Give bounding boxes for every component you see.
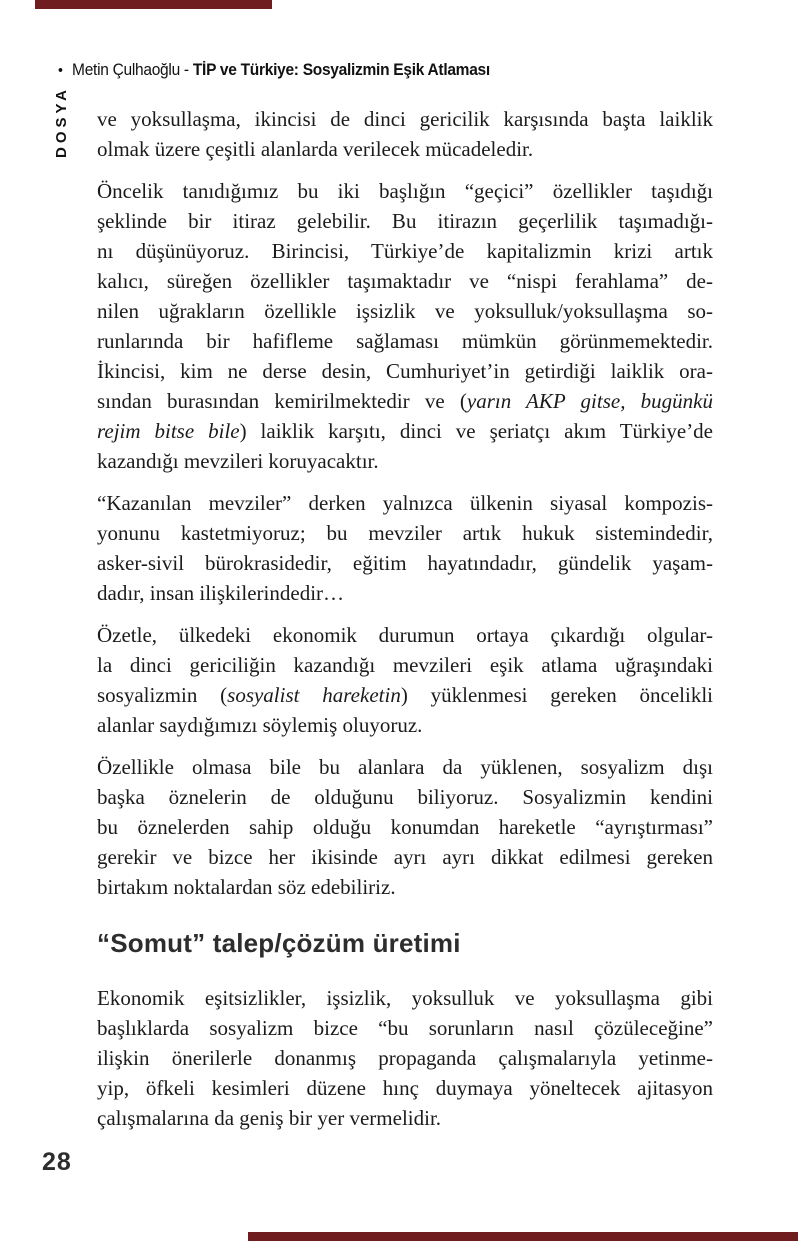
- article-body: [97, 104, 713, 1133]
- text-line: ilişkin önerilerle donanmış propaganda çalışmalarıyla yetinme-: [97, 1046, 713, 1070]
- text-line: yonunu kastetmiyoruz; bu mevziler artık hukuk sistemindedir,: [97, 521, 713, 545]
- text-line: Öncelik tanıdığımız bu iki başlığın “geçici” özellikler taşıdığı: [97, 179, 713, 203]
- running-header: [58, 61, 716, 80]
- text-line: rejim bitse bile) laiklik karşıtı, dinci ve şeriatçı akım Türkiye’de: [97, 419, 714, 443]
- text-line: İkincisi, kim ne derse desin, Cumhuriyet’in getirdiği laiklik ora-: [97, 359, 713, 383]
- header-book-title: TİP ve Türkiye: Sosyalizmin Eşik Atlaması: [192, 61, 490, 79]
- body-paragraph: [97, 608, 713, 740]
- text-line: gerekir ve bizce her ikisinde ayrı ayrı dikkat edilmesi gereken: [97, 845, 713, 869]
- text-line: kalıcı, süreğen özellikler taşımaktadır ve “nispi ferahlama” de-: [97, 269, 713, 293]
- text-line: asker-sivil bürokrasidedir, eğitim hayatındadır, gündelik yaşam-: [97, 551, 713, 575]
- body-paragraph: [97, 164, 713, 476]
- text-line: başka öznelerin de olduğunu biliyoruz. Sosyalizmin kendini: [97, 785, 713, 809]
- top-accent-bar: [35, 0, 272, 9]
- body-paragraph: [97, 476, 713, 608]
- text-line: alanlar saydığımızı söylemiş oluyoruz.: [97, 713, 423, 737]
- page-number: 28: [42, 1148, 72, 1176]
- text-line: nı düşünüyoruz. Birincisi, Türkiye’de kapitalizmin krizi artık: [97, 239, 713, 263]
- text-line: ve yoksullaşma, ikincisi de dinci gericilik karşısında başta laiklik: [97, 107, 713, 131]
- text-line: yip, öfkeli kesimleri düzene hınç duymaya yöneltecek ajitasyon: [97, 1076, 713, 1100]
- text-line: kazandığı mevzileri koruyacaktır.: [97, 449, 379, 473]
- text-line: dadır, insan ilişkilerindedir…: [97, 581, 345, 605]
- body-paragraph: [97, 740, 713, 902]
- body-paragraph: [97, 971, 713, 1133]
- text-line: nilen uğrakların özellikle işsizlik ve yoksulluk/yoksullaşma so-: [97, 299, 713, 323]
- section-label-dosya: DOSYA: [53, 86, 70, 158]
- text-line: Özellikle olmasa bile bu alanlara da yüklenen, sosyalizm dışı: [97, 755, 713, 779]
- text-line: birtakım noktalardan söz edebiliriz.: [97, 875, 396, 899]
- text-line: Ekonomik eşitsizlikler, işsizlik, yoksulluk ve yoksullaşma gibi: [97, 986, 713, 1010]
- header-author: Metin Çulhaoğlu -: [72, 61, 193, 79]
- text-line: sosyalizmin (sosyalist hareketin) yüklenmesi gereken öncelikli: [97, 683, 714, 707]
- header-bullet-icon: •: [58, 62, 63, 79]
- text-line: başlıklarda sosyalizm bizce “bu sorunların nasıl çözüleceğine”: [97, 1016, 713, 1040]
- text-line: şeklinde bir itiraz gelebilir. Bu itirazın geçerlilik taşımadığı-: [97, 209, 713, 233]
- section-heading: “Somut” talep/çözüm üretimi: [97, 928, 461, 958]
- body-paragraph: [97, 104, 713, 164]
- text-line: runlarında bir hafifleme sağlaması mümkün görünmemektedir.: [97, 329, 713, 353]
- bottom-accent-bar: [248, 1232, 798, 1241]
- text-line: çalışmalarına da geniş bir yer vermelidir.: [97, 1106, 442, 1130]
- text-line: Özetle, ülkedeki ekonomik durumun ortaya çıkardığı olgular-: [97, 623, 713, 647]
- text-line: sından burasından kemirilmektedir ve (yarın AKP gitse, bugünkü: [97, 389, 713, 413]
- text-line: olmak üzere çeşitli alanlarda verilecek mücadeledir.: [97, 137, 534, 161]
- text-line: “Kazanılan mevziler” derken yalnızca ülkenin siyasal kompozis-: [97, 491, 713, 515]
- text-line: la dinci gericiliğin kazandığı mevzileri eşik atlama uğraşındaki: [97, 653, 713, 677]
- text-line: bu öznelerden sahip olduğu konumdan hareketle “ayrıştırması”: [97, 815, 713, 839]
